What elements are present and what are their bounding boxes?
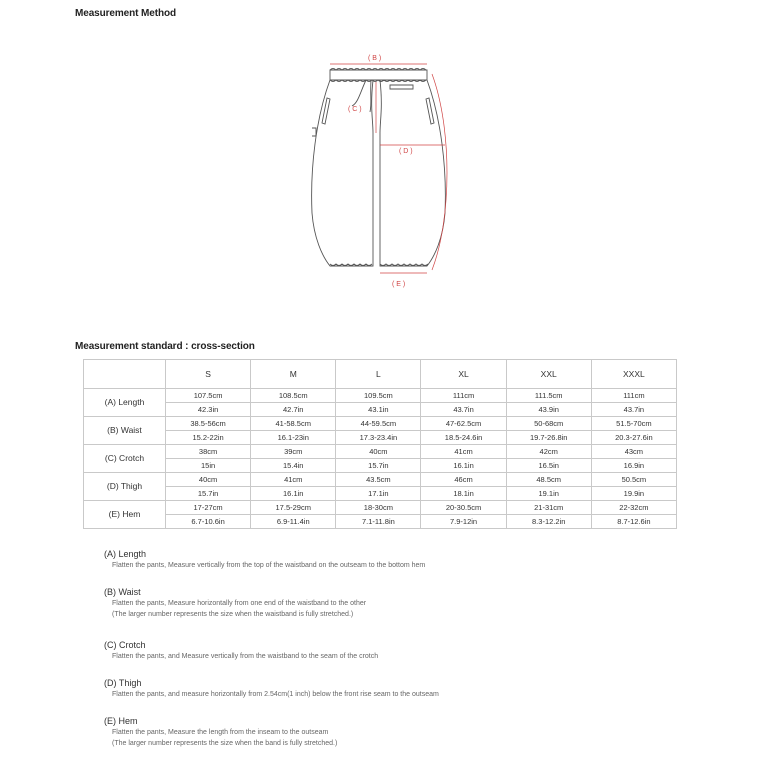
table-cell: 40cm [166,473,251,487]
note-hem [104,715,664,749]
table-cell: 18.1in [421,487,506,501]
table-cell: 18-30cm [336,501,421,515]
table-cell: 17.5-29cm [251,501,336,515]
table-cell: 19.1in [506,487,591,501]
table-cell: 107.5cm [166,389,251,403]
note-line: Flatten the pants, Measure vertically from the top of the waistband on the outseam to the bottom hem [112,562,426,569]
table-row [84,389,677,403]
size-table [83,359,677,529]
size-header-row [84,360,677,389]
label-d: ( D ) [399,148,413,155]
table-cell: 41cm [421,445,506,459]
table-cell: 21-31cm [506,501,591,515]
table-cell: 20.3-27.6in [591,431,676,445]
measurement-standard-title: Measurement standard : cross-section [75,341,255,352]
note-title: (A) Length [104,549,147,559]
note-title: (B) Waist [104,587,141,597]
note-title: (E) Hem [104,716,138,726]
table-cell: 48.5cm [506,473,591,487]
table-row [84,515,677,529]
measurement-method-title: Measurement Method [75,8,176,19]
table-cell: 19.9in [591,487,676,501]
table-cell: 51.5-70cm [591,417,676,431]
table-cell: 16.1in [251,487,336,501]
table-cell: 43.9in [506,403,591,417]
back-pocket [390,85,413,89]
size-header-l: L [336,360,421,389]
note-line: Flatten the pants, and Measure vertically from the waistband to the seam of the crotch [112,653,379,660]
note-line: (The larger number represents the size when the waistband is fully stretched.) [112,611,354,618]
table-cell: 43cm [591,445,676,459]
table-cell: 6.7-10.6in [166,515,251,529]
label-c: ( C ) [348,106,362,113]
label-b: ( B ) [368,55,382,62]
table-cell: 16.1in [421,459,506,473]
pants-diagram [300,48,470,293]
table-cell: 43.1in [336,403,421,417]
table-cell: 109.5cm [336,389,421,403]
row-label-crotch: (C) Crotch [84,445,166,473]
table-cell: 111cm [421,389,506,403]
table-cell: 42cm [506,445,591,459]
note-title: (D) Thigh [104,678,142,688]
table-cell: 15.2-22in [166,431,251,445]
table-cell: 44-59.5cm [336,417,421,431]
note-length [104,548,664,586]
table-row [84,417,677,431]
table-cell: 42.3in [166,403,251,417]
measurement-notes [104,548,664,749]
table-cell: 50.5cm [591,473,676,487]
table-cell: 41cm [251,473,336,487]
header-empty-cell [84,360,166,389]
table-cell: 15.7in [166,487,251,501]
table-cell: 38cm [166,445,251,459]
size-header-xxl: XXL [506,360,591,389]
note-line: Flatten the pants, Measure the length from the inseam to the outseam [112,729,329,736]
table-cell: 16.5in [506,459,591,473]
table-row [84,487,677,501]
table-cell: 16.1-23in [251,431,336,445]
table-cell: 19.7-26.8in [506,431,591,445]
table-cell: 6.9-11.4in [251,515,336,529]
table-cell: 17.1in [336,487,421,501]
table-row [84,403,677,417]
size-header-xxxl: XXXL [591,360,676,389]
right-cuff [380,264,428,266]
table-cell: 18.5-24.6in [421,431,506,445]
table-cell: 8.7-12.6in [591,515,676,529]
table-cell: 8.3-12.2in [506,515,591,529]
right-leg-outline [380,80,445,266]
table-row [84,473,677,487]
note-line: Flatten the pants, Measure horizontally from one end of the waistband to the other [112,600,367,607]
waistband-shape [330,70,427,80]
table-row [84,445,677,459]
table-cell: 16.9in [591,459,676,473]
note-crotch [104,639,664,677]
table-cell: 41-58.5cm [251,417,336,431]
table-row [84,431,677,445]
table-cell: 7.9-12in [421,515,506,529]
left-cuff [330,264,372,266]
note-title: (C) Crotch [104,640,146,650]
table-cell: 108.5cm [251,389,336,403]
table-cell: 7.1-11.8in [336,515,421,529]
table-cell: 43.5cm [336,473,421,487]
row-label-waist: (B) Waist [84,417,166,445]
note-line: (The larger number represents the size when the band is fully stretched.) [112,740,338,747]
row-label-thigh: (D) Thigh [84,473,166,501]
table-cell: 47-62.5cm [421,417,506,431]
table-cell: 15.7in [336,459,421,473]
label-e: ( E ) [392,281,406,288]
note-line: Flatten the pants, and measure horizontally from 2.54cm(1 inch) below the front rise seam to the outseam [112,691,439,698]
table-cell: 39cm [251,445,336,459]
table-cell: 42.7in [251,403,336,417]
table-row [84,501,677,515]
table-cell: 17.3-23.4in [336,431,421,445]
right-pocket [426,98,434,124]
left-leg-outline [312,80,373,266]
table-row [84,459,677,473]
table-cell: 40cm [336,445,421,459]
table-cell: 17-27cm [166,501,251,515]
size-header-xl: XL [421,360,506,389]
row-label-length: (A) Length [84,389,166,417]
table-cell: 46cm [421,473,506,487]
table-cell: 111.5cm [506,389,591,403]
table-cell: 38.5-56cm [166,417,251,431]
row-label-hem: (E) Hem [84,501,166,529]
size-header-s: S [166,360,251,389]
table-cell: 20-30.5cm [421,501,506,515]
table-cell: 111cm [591,389,676,403]
table-cell: 50-68cm [506,417,591,431]
table-cell: 22-32cm [591,501,676,515]
table-cell: 43.7in [421,403,506,417]
note-waist [104,586,664,639]
note-thigh [104,677,664,715]
size-header-m: M [251,360,336,389]
table-cell: 15in [166,459,251,473]
table-cell: 15.4in [251,459,336,473]
table-cell: 43.7in [591,403,676,417]
